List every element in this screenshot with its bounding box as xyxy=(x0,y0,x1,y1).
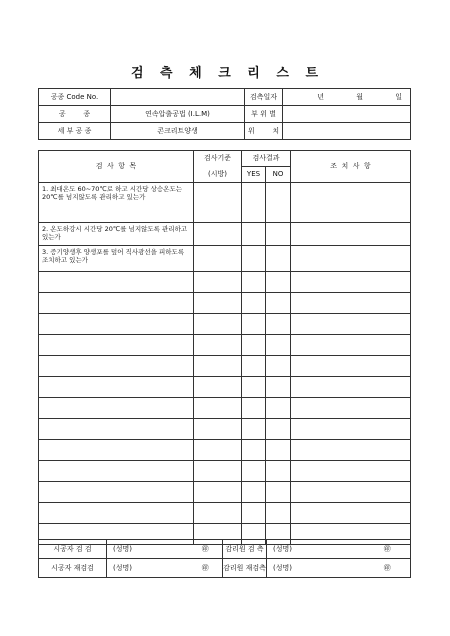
header-standard-sub: (시방) xyxy=(194,167,242,183)
standard-field[interactable] xyxy=(194,461,242,482)
no-checkbox[interactable] xyxy=(266,335,291,356)
yes-checkbox[interactable] xyxy=(242,293,266,314)
supervisor-reinspect-label: 감리원 재검측 xyxy=(223,559,267,578)
yes-checkbox[interactable] xyxy=(242,398,266,419)
yes-checkbox[interactable] xyxy=(242,377,266,398)
checklist-item-text xyxy=(39,503,194,524)
yes-checkbox[interactable] xyxy=(242,335,266,356)
checklist-row xyxy=(39,440,411,461)
no-checkbox[interactable] xyxy=(266,440,291,461)
standard-field[interactable] xyxy=(194,503,242,524)
checklist-item-text: 3. 증기양생후 양생포를 덮어 직사광선을 피하도록 조치하고 있는가 xyxy=(39,246,194,272)
yes-checkbox[interactable] xyxy=(242,356,266,377)
yes-checkbox[interactable] xyxy=(242,183,266,223)
action-field[interactable] xyxy=(291,482,411,503)
yes-checkbox[interactable] xyxy=(242,272,266,293)
yes-checkbox[interactable] xyxy=(242,419,266,440)
date-year: 년 xyxy=(317,92,324,101)
contractor-reinspect-seal: ㊞ xyxy=(189,559,223,578)
checklist-row xyxy=(39,377,411,398)
contractor-reinspect-name-field[interactable]: (성명) xyxy=(107,559,189,578)
checklist-row xyxy=(39,335,411,356)
checklist-item-text: 1. 최대온도 60~70℃로 하고 시간당 상승온도는 20℃를 넘지않도록 관리하고 있는가 xyxy=(39,183,194,223)
no-checkbox[interactable] xyxy=(266,293,291,314)
no-checkbox[interactable] xyxy=(266,419,291,440)
checklist-item-text xyxy=(39,335,194,356)
action-field[interactable] xyxy=(291,314,411,335)
no-checkbox[interactable] xyxy=(266,223,291,246)
checklist-item-text xyxy=(39,377,194,398)
work-type-label: 공 종 xyxy=(39,106,111,123)
supervisor-inspect-label: 감리원 검 측 xyxy=(223,540,267,559)
standard-field[interactable] xyxy=(194,223,242,246)
checklist-table xyxy=(38,150,411,545)
contractor-inspect-name-field[interactable]: (성명) xyxy=(107,540,189,559)
contractor-reinspect-label: 시공자 재검검 xyxy=(39,559,107,578)
action-field[interactable] xyxy=(291,503,411,524)
yes-checkbox[interactable] xyxy=(242,482,266,503)
work-type-value: 연속압출공법 (I.L.M) xyxy=(111,106,245,123)
no-checkbox[interactable] xyxy=(266,503,291,524)
no-checkbox[interactable] xyxy=(266,398,291,419)
date-field[interactable] xyxy=(283,89,411,106)
contractor-inspect-seal: ㊞ xyxy=(189,540,223,559)
no-checkbox[interactable] xyxy=(266,377,291,398)
standard-field[interactable] xyxy=(194,440,242,461)
header-result: 검사결과 xyxy=(242,151,291,167)
checklist-row xyxy=(39,356,411,377)
header-no: NO xyxy=(266,167,291,183)
checklist-item-text xyxy=(39,314,194,335)
supervisor-reinspect-name-field[interactable]: (성명) xyxy=(267,559,365,578)
checklist-item-text xyxy=(39,440,194,461)
location-value-field[interactable] xyxy=(283,123,411,140)
no-checkbox[interactable] xyxy=(266,183,291,223)
action-field[interactable] xyxy=(291,398,411,419)
standard-field[interactable] xyxy=(194,314,242,335)
no-checkbox[interactable] xyxy=(266,356,291,377)
checklist-item-text xyxy=(39,398,194,419)
detail-label: 세 부 공 종 xyxy=(39,123,111,140)
checklist-row xyxy=(39,461,411,482)
standard-field[interactable] xyxy=(194,419,242,440)
yes-checkbox[interactable] xyxy=(242,503,266,524)
checklist-row xyxy=(39,419,411,440)
action-field[interactable] xyxy=(291,419,411,440)
checklist-row xyxy=(39,314,411,335)
action-field[interactable] xyxy=(291,335,411,356)
supervisor-reinspect-seal: ㊞ xyxy=(365,559,411,578)
contractor-inspect-label: 시공자 검 검 xyxy=(39,540,107,559)
action-field[interactable] xyxy=(291,272,411,293)
part-label: 부 위 별 xyxy=(245,106,283,123)
checklist-item-text xyxy=(39,293,194,314)
action-field[interactable] xyxy=(291,293,411,314)
part-value-field[interactable] xyxy=(283,106,411,123)
yes-checkbox[interactable] xyxy=(242,440,266,461)
checklist-row xyxy=(39,482,411,503)
info-table xyxy=(38,88,411,140)
yes-checkbox[interactable] xyxy=(242,461,266,482)
checklist-row xyxy=(39,272,411,293)
action-field[interactable] xyxy=(291,223,411,246)
supervisor-inspect-seal: ㊞ xyxy=(365,540,411,559)
standard-field[interactable] xyxy=(194,482,242,503)
action-field[interactable] xyxy=(291,356,411,377)
no-checkbox[interactable] xyxy=(266,272,291,293)
checklist-row xyxy=(39,293,411,314)
code-value-field[interactable] xyxy=(111,89,245,106)
action-field[interactable] xyxy=(291,377,411,398)
no-checkbox[interactable] xyxy=(266,314,291,335)
standard-field[interactable] xyxy=(194,246,242,272)
code-label: 공종 Code No. xyxy=(39,89,111,106)
header-item: 검 사 항 목 xyxy=(39,151,194,183)
action-field[interactable] xyxy=(291,183,411,223)
no-checkbox[interactable] xyxy=(266,246,291,272)
checklist-row xyxy=(39,246,411,272)
no-checkbox[interactable] xyxy=(266,482,291,503)
date-day: 일 xyxy=(395,92,402,101)
checklist-item-text xyxy=(39,461,194,482)
date-month: 월 xyxy=(356,92,363,101)
header-yes: YES xyxy=(242,167,266,183)
standard-field[interactable] xyxy=(194,398,242,419)
yes-checkbox[interactable] xyxy=(242,314,266,335)
checklist-item-text xyxy=(39,356,194,377)
checklist-row xyxy=(39,503,411,524)
standard-field[interactable] xyxy=(194,183,242,223)
standard-field[interactable] xyxy=(194,335,242,356)
checklist-item-text xyxy=(39,419,194,440)
action-field[interactable] xyxy=(291,246,411,272)
standard-field[interactable] xyxy=(194,293,242,314)
checklist-item-text xyxy=(39,482,194,503)
standard-field[interactable] xyxy=(194,377,242,398)
supervisor-inspect-name-field[interactable]: (성명) xyxy=(267,540,365,559)
checklist-row xyxy=(39,398,411,419)
location-label: 위 치 xyxy=(245,123,283,140)
standard-field[interactable] xyxy=(194,356,242,377)
checklist-item-text: 2. 온도하강시 시간당 20℃를 넘지않도록 관리하고 있는가 xyxy=(39,223,194,246)
yes-checkbox[interactable] xyxy=(242,223,266,246)
action-field[interactable] xyxy=(291,461,411,482)
sign-table xyxy=(38,539,411,578)
action-field[interactable] xyxy=(291,440,411,461)
page-title: 검 측 체 크 리 스 트 xyxy=(130,66,320,81)
date-label: 검측일자 xyxy=(245,89,283,106)
checklist-item-text xyxy=(39,272,194,293)
yes-checkbox[interactable] xyxy=(242,246,266,272)
checklist-row xyxy=(39,223,411,246)
checklist-row xyxy=(39,183,411,223)
no-checkbox[interactable] xyxy=(266,461,291,482)
header-standard: 검사기준 xyxy=(194,151,242,167)
detail-value: 콘크리트양생 xyxy=(111,123,245,140)
header-action: 조 치 사 항 xyxy=(291,151,411,183)
standard-field[interactable] xyxy=(194,272,242,293)
